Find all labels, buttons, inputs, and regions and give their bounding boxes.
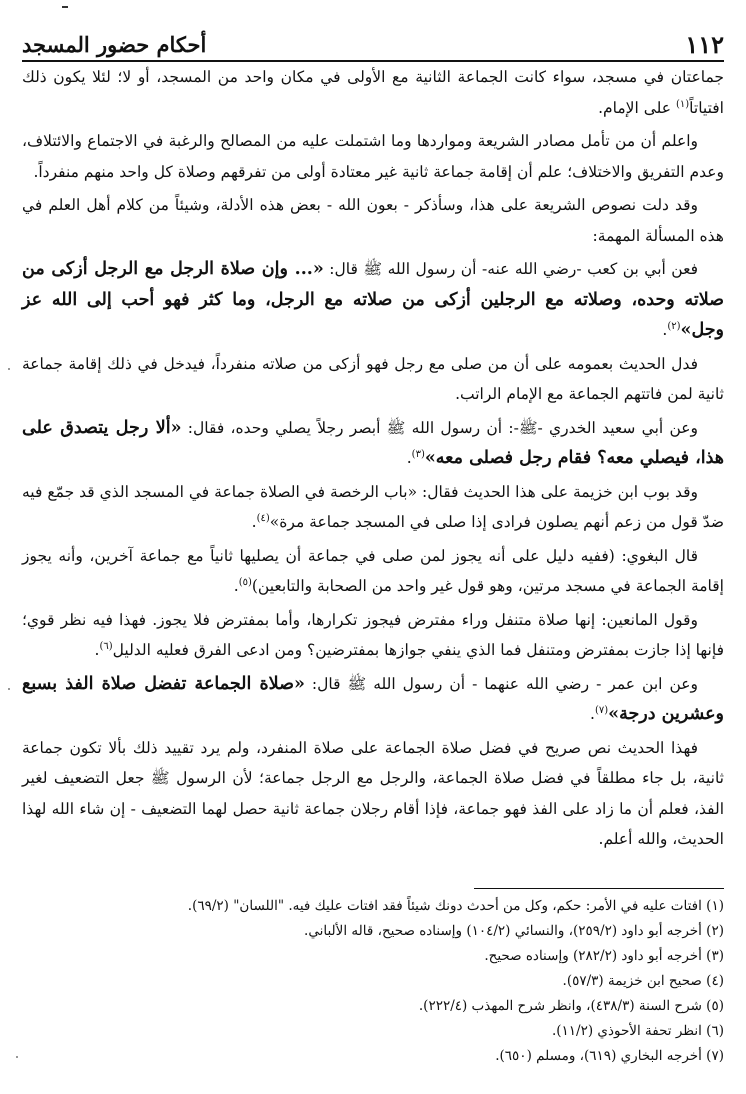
footnote-ref: (٧): [594, 704, 609, 716]
page-number: ١١٢: [685, 30, 724, 59]
hadith-quote: «صلاة الجماعة تفضل صلاة الفذ بسبع وعشرين درجة»: [22, 673, 724, 724]
footnote-separator: [474, 888, 724, 889]
footnote-item: (٧) أخرجه البخاري (٦١٩)، ومسلم (٦٥٠).: [495, 1048, 724, 1064]
hadith-quote: «ألا رجل يتصدق على هذا، فيصلي معه؟ فقام رجل فصلى معه»: [22, 417, 724, 468]
paragraph: فهذا الحديث نص صريح في فضل صلاة الجماعة على صلاة المنفرد، ولم يرد تقييد ذلك بألا تكون جماعة ثانية، بل جاء مطلقاً في فضل صلاة الجماعة، والرجل مع الرجل جماعة؛ لأن الرسول ﷺ جعل التضعيف لغير الفذ، فعلم أن ما زاد على الفذ فهو جماعة، فإذا أقام رجلان جماعة ثانية حصل لهما التضعيف - إن شاء الله لهذا الحديث، والله أعلم.: [22, 738, 724, 848]
paragraph-text: وقد بوب ابن خزيمة على هذا الحديث فقال: «باب الرخصة في الصلاة جماعة في المسجد الذي قد جمّع فيه ضدّ قول من زعم أنهم يصلون فرادى إذا صلى في المسجد جماعة مرة»: [22, 482, 724, 531]
footnote-ref: (٣): [411, 448, 425, 460]
paragraph: [22, 669, 724, 730]
footnote-item: (٤) صحيح ابن خزيمة (٥٧/٣).: [562, 973, 724, 989]
footnote-item: (١) افتات عليه في الأمر: حكم، وكل من أحدث دونك شيئاً فقد افتات عليك فيه. "اللسان" (٦٩/٢).: [187, 898, 724, 914]
hadith-quote: «... وإن صلاة الرجل مع الرجل أزكى من صلاته وحده، وصلاته مع الرجلين أزكى من صلاته مع الرجل، وما كثر فهو أحب إلى الله عز وجل»: [22, 259, 724, 340]
scan-speck: [8, 688, 10, 690]
paragraph: [22, 477, 724, 538]
paragraph: [22, 605, 724, 666]
paragraph: [22, 254, 724, 346]
main-text: [22, 62, 724, 858]
paragraph-text: على الإمام.: [598, 98, 676, 117]
paragraph-text: وعن ابن عمر - رضي الله عنهما - أن رسول الله ﷺ قال:: [304, 674, 698, 693]
paragraph-text: .: [662, 321, 668, 339]
paragraph: [22, 62, 724, 123]
paragraph-text: .: [406, 449, 412, 467]
paragraph-text: .: [94, 641, 100, 659]
paragraph-text: قال البغوي: (ففيه دليل على أنه يجوز لمن صلى في جماعة أن يصليها ثانياً مع جماعة آخرين، وأنه يجوز إقامة الجماعة في مسجد مرتين، وهو قول غير واحد من الصحابة والتابعين): [22, 546, 724, 595]
paragraph: فدل الحديث بعمومه على أن من صلى مع رجل فهو أزكى من صلاته منفرداً، فيدخل في ذلك إقامة جماعة ثانية لمن فاتتهم الجماعة مع الإمام الراتب.: [22, 354, 724, 403]
paragraph: وقد دلت نصوص الشريعة على هذا، وسأذكر - بعون الله - بعض هذه الأدلة، وشيئاً من كلام أهل العلم في هذه المسألة المهمة:: [22, 196, 724, 245]
paragraph-text: وقول المانعين: إنها صلاة متنفل وراء مفترض فيجوز تكرارها، وأما بمفترض فلا يجوز. فهذا فيه نظر قوي؛ فإنها إذا جازت بمفترض ومتنفل فما الذي ينفي جوازها بمفترضين؟ ومن ادعى الفرق فعليه الدليل: [22, 610, 724, 659]
footnote-ref: (٥): [238, 576, 252, 588]
paragraph-text: وعن أبي سعيد الخدري -ﷺ-: أن رسول الله ﷺ أبصر رجلاً يصلي وحده، فقال:: [181, 418, 698, 437]
footnote-item: (٥) شرح السنة (٤٣٨/٣)، وانظر شرح المهذب (٢٢٢/٤).: [418, 998, 724, 1014]
paragraph: [22, 413, 724, 474]
paragraph-text: .: [590, 705, 595, 723]
footnote-ref: (١): [675, 98, 690, 110]
footnote-item: (٢) أخرجه أبو داود (٢٥٩/٢)، والنسائي (١٠٤/٢) وإسناده صحيح، قاله الألباني.: [304, 923, 724, 939]
paragraph-text: .: [251, 513, 257, 531]
footnote-ref: (٤): [256, 512, 270, 524]
footnote-item: (٦) انظر تحفة الأحوذي (١١/٢).: [551, 1023, 724, 1039]
footnote-ref: (٢): [667, 320, 681, 332]
paragraph-text: فعن أبي بن كعب -رضي الله عنه- أن رسول الله ﷺ قال:: [323, 260, 698, 278]
scan-speck: [16, 1056, 18, 1058]
footnote-item: (٣) أخرجه أبو داود (٢٨٢/٢) وإسناده صحيح.: [484, 948, 724, 964]
scan-speck: [8, 368, 10, 370]
paragraph: [22, 541, 724, 602]
page-header: [22, 26, 724, 62]
book-page: [22, 0, 724, 1094]
paragraph-text: .: [233, 577, 239, 595]
running-head: أحكام حضور المسجد: [22, 32, 207, 57]
paragraph-text: جماعتان في مسجد، سواء كانت الجماعة الثانية مع الأولى في مكان واحد من المسجد، أو لا؛ لئلا يكون ذلك افتياتاً: [22, 68, 724, 117]
footnote-ref: (٦): [99, 640, 113, 652]
footnotes: [22, 894, 724, 1069]
paragraph: واعلم أن من تأمل مصادر الشريعة ومواردها وما اشتملت عليه من المصالح والرغبة في الاجتماع والائتلاف، وعدم التفريق والاختلاف؛ علم أن إقامة جماعة ثانية غير معتادة أولى من تفرقهم وصلاة كل واحد منهم منفرداً.: [22, 132, 724, 181]
